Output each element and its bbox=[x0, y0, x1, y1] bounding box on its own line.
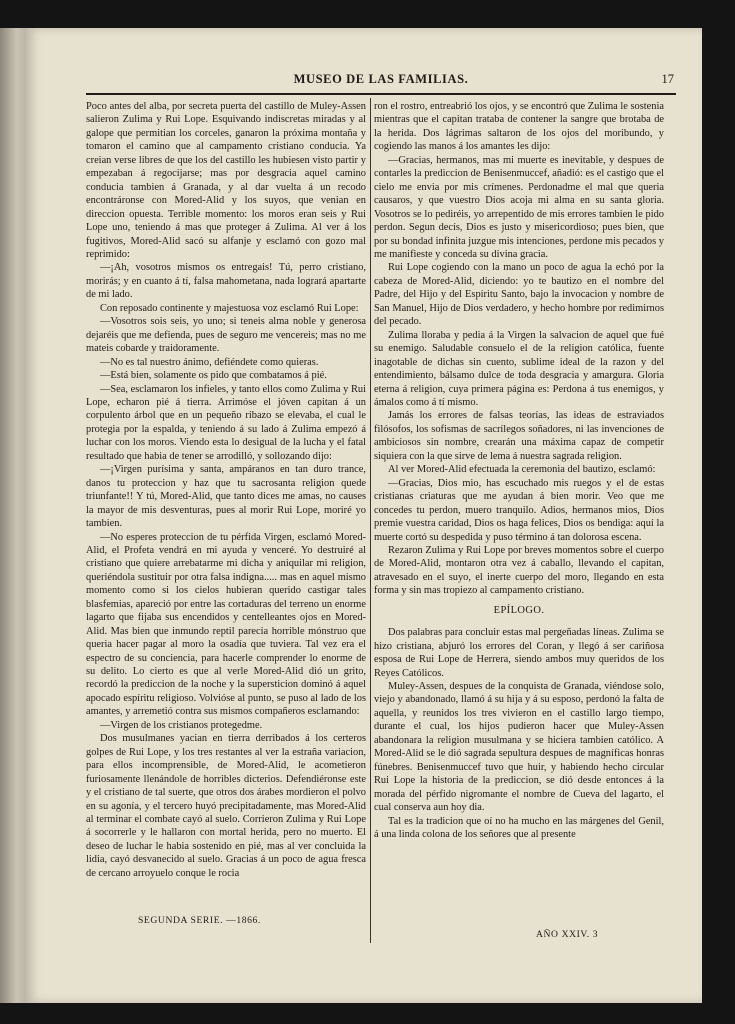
paragraph: —Gracias, Dios mio, has escuchado mis ruegos y el de estas cristianas criaturas que me ayudan á bien morir. Veo que me concedes tu perdon, muero tranquilo. Adios, hermanos mios, Dios premie vuestra caridad, Dios os haga felices, Dios os bendiga: aquí la muerte cortó su despedida y puso término á tan dolorosa escena. bbox=[374, 477, 664, 543]
paragraph: Muley-Assen, despues de la conquista de Granada, viéndose solo, viejo y abandonado, llamó á su hija y á su esposo, perdonó la falta de aquella, y reunidos los tres vivieron en el castillo largo tiempo, durante el cual, los hijos pudieron hacer que Muley-Assen abandonara la religion musulmana y se hiciera tambien católico. A Mored-Alid se le dió sagrada sepultura despues de magníficas honras fúnebres. Benisenmuccef tuvo que huir, y habiendo hecho circular Rui Lope la historia de la prediccion, se dió desde entonces á la morada del pérfido nigromante el nombre de Cueva del lagarto, el cual conserva aun hoy dia. bbox=[374, 681, 664, 814]
paragraph: —No es tal nuestro ánimo, defiéndete como quieras. bbox=[100, 356, 319, 368]
paragraph: Tal es la tradicion que oí no ha mucho en las márgenes del Genil, á una linda colona de los señores que al presente bbox=[374, 815, 664, 841]
footer-volume: AÑO XXIV. 3 bbox=[536, 929, 599, 940]
paragraph: Rezaron Zulima y Rui Lope por breves momentos sobre el cuerpo de Mored-Alid, montaron otra vez á caballo, llevando el capitan, atravesado en el suyo, el inerte cuerpo del moro, llegando en esta forma y sin mas tropiezo al campamento cristiano. bbox=[374, 544, 664, 597]
paragraph: Dos musulmanes yacian en tierra derribados á los certeros golpes de Rui Lope, y los tres restantes al ver la estraña variacion, para ellos incomprensible, de Mored-Alid, le acometieron furiosamente llenándole de horribles dicterios. Defendiéronse este y el cristiano de tal suerte, que otros dos árabes mordieron el polvo en su agonía, y el tercero huyó precipitadamente, mas Mored-Alid al terminar el combate cayó al suelo. Corrieron Zulima y Rui Lope á socorrerle y le hallaron con mortal herida, pero no muerto. El deseo de luchar le habia sostenido en pié, mas al ver concluida la lidia, cayó desvanecido al suelo. Gracias á un poco de agua fresca de cercano arroyuelo conque le rocia bbox=[86, 733, 366, 879]
paragraph: Rui Lope cogiendo con la mano un poco de agua la echó por la cabeza de Mored-Alid, diciendo: yo te bautizo en el nombre del Padre, del Hijo y del Espíritu Santo, bajo la invocacion y nombre de San Manuel, Hijo de Dios verdadero, y hecho hombre por redimirnos del pecado. bbox=[374, 262, 664, 328]
paragraph: Al ver Mored-Alid efectuada la ceremonia del bautizo, esclamó: bbox=[388, 464, 656, 476]
column-divider bbox=[370, 98, 371, 943]
footer-series: SEGUNDA SERIE. —1866. bbox=[138, 915, 261, 926]
paragraph: —Sea, esclamaron los infieles, y tanto ellos como Zulima y Rui Lope, echaron pié á tierra. Arrimóse el jóven capitan á un corpulento árbol que en un pequeño ribazo se elevaba, el cual le protegia por la espalda, y teniendo á su lado á Zulima empezó á luchar con los moros. Viendo esta lo desigual de la lucha y el fatal resultado que habia de tener se arrodilló, y sollozando dijo: bbox=[86, 383, 366, 462]
paragraph: Poco antes del alba, por secreta puerta del castillo de Muley-Assen salieron Zulima y Rui Lope. Esquivando indiscretas miradas y al galope que permitian los corceles, ganaron la próxima montaña y tomaron el camino que al campamento cristiano conducia. Ya creian verse libres de que los del castillo les hubiesen visto partir y empezaban á regocijarse; mas por desgracia aquel camino conducia tambien á Granada, y al dar vuelta á un recodo encontráronse con Mored-Alid y los suyos, que venian en direccion opuesta. Terrible momento: los moros eran seis y Rui Lope uno, teniendo á mas que proteger á Zulima. Al ver á los fugitivos, Mored-Alid sacó su alfanje y esclamó con gozo mal reprimido: bbox=[86, 101, 366, 260]
page-number: 17 bbox=[661, 72, 674, 86]
running-title: MUSEO DE LAS FAMILIAS. bbox=[293, 72, 469, 86]
paragraph: —Gracias, hermanos, mas mi muerte es inevitable, y despues de contarles la prediccion de Benisenmuccef, añadió: es el castigo que el cielo me envia por mis crímenes. Perdonadme el mal que queria causaros, y que vuestro Dios acoja mi alma en su santa gloria. Vosotros se lo pediréis, yo arrepentido de mis errores tambien le pido perdon. Segun decís, Dios es justo y misericordioso; pues bien, que por su bondad infinita juzgue mis intenciones, perdone mis pecados y me manifieste y conceda su divina gracia. bbox=[374, 154, 664, 260]
book-page bbox=[26, 28, 702, 1003]
paragraph: —¡Virgen purísima y santa, ampáranos en tan duro trance, danos tu proteccion y haz que tu sacrosanta religion quede triunfante!! Y tú, Mored-Alid, que tanto dices me amas, no causes la mayor de mis desventuras, pues al morir Rui Lope, moriré yo tambien. bbox=[86, 464, 366, 530]
paragraph: —Vosotros sois seis, yo uno; si teneis alma noble y generosa dejaréis que me defienda, pues de seguro me vencereis; mas no me mateis cobarde y traidoramente. bbox=[86, 316, 366, 355]
right-column bbox=[374, 100, 664, 841]
paragraph: —No esperes proteccion de tu pérfida Virgen, esclamó Mored-Alid, el Profeta vendrá en mi ayuda y venceré. Yo destruiré al cristiano que quiere arrebatarme mi dicha y aniquilar mi religion, queriéndola sustituir por otra falsa indigna..... mas en aquel mismo momento como si los cielos hubieran querido castigar tales blasfemias, apareció por entre las cortaduras del terreno un enorme lagarto que fijaba sus encendidos y centelleantes ojos en Mored-Alid. Mas bien que inmundo reptil parecia horrible mónstruo que queria hacer pagar al moro la osadía que tuviera. Tal vez era el espectro de su conciencia, para hacerle comprender lo enorme de su delito. Lo cierto es que al verle Mored-Alid dió un grito, recordó la prediccion de la noche y la supersticion dominó á aquel apocado espíritu religioso. Volvióse al punto, se puso al lado de los amantes, y arremetió contra sus mismos compañeros esclamando: bbox=[86, 531, 366, 718]
paragraph: —Virgen de los cristianos protegedme. bbox=[100, 719, 263, 731]
paragraph: ron el rostro, entreabrió los ojos, y se encontró que Zulima le sostenia mientras que el capitan trataba de contener la sangre que brotaba de la herida. Dos lágrimas saltaron de los ojos del moribundo, y cogiendo las manos á los amantes les dijo: bbox=[374, 101, 664, 153]
section-heading-epilogue: EPÍLOGO. bbox=[493, 604, 545, 616]
left-column bbox=[86, 100, 366, 880]
header-rule bbox=[86, 93, 676, 95]
paragraph: Dos palabras para concluir estas mal pergeñadas líneas. Zulima se hizo cristiana, abjuró los errores del Coran, y llegó á ser cariñosa esposa de Rui Lope de Herrera, siendo ambos muy queridos de los Reyes Católicos. bbox=[374, 627, 664, 679]
paragraph: Con reposado continente y majestuosa voz esclamó Rui Lope: bbox=[100, 302, 359, 314]
paragraph: —¡Ah, vosotros mismos os entregais! Tú, perro cristiano, morirás; y en cuanto á tí, falsa mahometana, nada logrará apartarte de mi lado. bbox=[86, 262, 366, 301]
paragraph: —Está bien, solamente os pido que combatamos á pié. bbox=[100, 370, 327, 382]
paragraph: Zulima lloraba y pedia á la Virgen la salvacion de aquel que fué su enemigo. Saludable consuelo el de la religion católica, fuente inagotable de dichas sin cuento, sublime ideal de la razon y del entendimiento, bálsamo dulce de toda desgracia y amargura. Gloria eterna á religion, cuya primera página es: Perdona á tus enemigos, y ámalos como á tí mismo. bbox=[374, 329, 664, 408]
paragraph: Jamás los errores de falsas teorías, las ideas de estraviados filósofos, los sofismas de sacrílegos soñadores, ni las invenciones de ambiciosos sin nombre, crearán una máxima capaz de competir siquiera con la que sirve de lema á nuestra sagrada religion. bbox=[374, 410, 664, 462]
page-header bbox=[88, 72, 674, 92]
